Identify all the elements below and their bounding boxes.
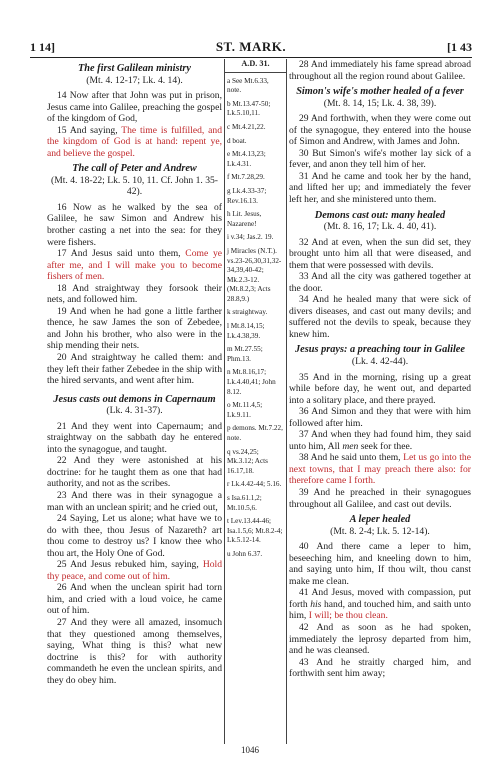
column-divider-left: [224, 59, 225, 744]
verse-41: 41 And Jesus, moved with compassion, put forth his hand, and touched him, and saith unto him, I will; be thou clean.: [289, 587, 471, 622]
cross-reference-note: m Mt.27.55; Phm.13.: [227, 345, 263, 363]
verse-24: 24 Saying, Let us alone; what have we to do with thee, thou Jesus of Nazareth? art thou come to destroy us? I know thee who thou art, the Holy One of God.: [47, 513, 222, 559]
verse-30: 30 But Simon's wife's mother lay sick of a fever, and anon they tell him of her.: [289, 147, 471, 171]
section-reference: (Lk. 4. 31-37).: [106, 405, 163, 417]
cross-reference-note: j Miracles (N.T.). vs.23-26,30,31,32-34,39,40-42; Mk.2.3-12. (Mt.8.2,3; Acts 28.8,9.): [227, 246, 282, 303]
cross-reference-note: l Mt.8.14,15; Lk.4.38,39.: [227, 322, 265, 340]
verse-28: 28 And immediately his fame spread abroad throughout all the region round about Galilee.: [289, 59, 471, 82]
section-title: The call of Peter and Andrew: [72, 163, 197, 175]
verse-42: 42 And as soon as he had spoken, immediately the leprosy departed from him, and he was cleansed.: [289, 621, 471, 657]
verse-18: 18 And straightway they forsook their nets, and followed him.: [47, 282, 222, 306]
cross-reference-note: r Lk.4.42-44; 5.16.: [227, 480, 282, 489]
verse-33: 33 And all the city was gathered together at the door.: [289, 271, 471, 294]
section-title: A leper healed: [349, 514, 411, 526]
verse-36: 36 And Simon and they that were with him followed after him.: [289, 406, 471, 429]
cross-reference-note: d boat.: [227, 136, 247, 145]
section-title: Jesus prays: a preaching tour in Galilee: [295, 344, 465, 356]
red-letter-text: Come ye after me, and I will make you to become fishers of men.: [47, 248, 222, 283]
verse-22: 22 And they were astonished at his doctrine: for he taught them as one that had authority, and not as the scribes.: [47, 455, 222, 490]
verse-20: 20 And straightway he called them: and they left their father Zebedee in the ship with the hired servants, and went after him.: [47, 352, 222, 387]
section-title: Demons cast out: many healed: [314, 209, 446, 221]
header-chapter-left: 1 14]: [30, 40, 55, 54]
cross-reference-note: f Mt.7.28,29.: [227, 173, 265, 182]
section-reference: (Lk. 4. 42-44).: [351, 355, 409, 367]
verse-14: 14 Now after that John was put in prison, Jesus came into Galilee, preaching the gospel of the kingdom of God,: [47, 90, 222, 125]
verse-25: 25 And Jesus rebuked him, saying, Hold thy peace, and come out of him.: [47, 559, 222, 582]
cross-reference-note: b Mt.13.47-50; Lk.5.10,11.: [227, 99, 271, 118]
section-reference: (Mt. 8. 2-4; Lk. 5. 12-14).: [330, 525, 430, 537]
header-book-title: ST. MARK.: [215, 39, 287, 54]
verse-39: 39 And he preached in their synagogues throughout all Galilee, and cast out devils.: [289, 487, 471, 510]
cross-reference-notes: [227, 77, 284, 560]
cross-reference-note: h Lit. Jesus, Nazarene!: [227, 210, 262, 228]
verse-40: 40 And there came a leper to him, beseeching him, and kneeling down to him, and saying unto him, If thou wilt, thou canst make me clean.: [289, 541, 471, 587]
verse-15: 15 And saying, The time is fulfilled, and the kingdom of God is at hand: repent ye, and believe the gospel.: [47, 124, 222, 159]
verse-32: 32 And at even, when the sun did set, they brought unto him all that were diseased, and them that were possessed with devils.: [289, 236, 471, 271]
reference-column: [227, 59, 284, 564]
section-title: Simon's wife's mother healed of a fever: [296, 86, 464, 98]
verse-17: 17 And Jesus said unto them, Come ye after me, and I will make you to become fishers of men.: [47, 248, 222, 283]
section-title: The first Galilean ministry: [78, 63, 191, 74]
verse-27: 27 And they were all amazed, insomuch that they questioned among themselves, saying, What thing is this? what new doctrine is this? for with authority commandeth he even the unclean spirits, and they do obey him.: [47, 617, 222, 686]
red-letter-text: The time is fulfilled, and the kingdom of God is at hand: repent ye, and believe the gospel.: [47, 124, 222, 159]
verse-35: 35 And in the morning, rising up a great while before day, he went out, and departed into a solitary place, and there prayed.: [289, 371, 471, 406]
cross-reference-note: t Lev.13.44-46; Isa.1.5,6; Mt.8.2-4; Lk.5.12-14.: [227, 517, 283, 545]
verse-34: 34 And he healed many that were sick of divers diseases, and cast out many devils; and suffered not the devils to speak, because they knew him.: [289, 294, 471, 340]
cross-reference-note: a See Mt.6.33, note.: [227, 76, 269, 95]
verse-43: 43 And he straitly charged him, and forthwith sent him away;: [289, 656, 471, 680]
verse-19: 19 And when he had gone a little farther thence, he saw James the son of Zebedee, and John his brother, who also were in the ship mending their nets.: [47, 305, 222, 352]
year-label: A.D. 31.: [241, 59, 270, 68]
verse-31: 31 And he came and took her by the hand, and lifted her up; and immediately the fever left her, and she ministered unto them.: [289, 170, 471, 205]
verse-16: 16 Now as he walked by the sea of Galilee, he saw Simon and Andrew his brother casting a net into the sea: for they were fishers.: [47, 201, 222, 248]
verse-38: 38 And he said unto them, Let us go into the next towns, that I may preach there also: for therefore came I forth.: [289, 452, 471, 487]
section-reference: (Mt. 8. 14, 15; Lk. 4. 38, 39).: [323, 97, 437, 109]
red-letter-text: Let us go into the next towns, that I may preach there also: for therefore came I forth.: [289, 452, 471, 487]
cross-reference-note: u John 6.37.: [227, 549, 263, 558]
page-number: 1046: [241, 745, 259, 755]
left-column: [47, 59, 222, 686]
cross-reference-note: o Mt.11.4,5; Lk.9.11.: [227, 401, 263, 419]
cross-reference-note: q vs.24,25; Mk.3.12; Acts 16.17,18.: [227, 447, 268, 475]
cross-reference-note: e Mt.4.13,23; Lk.4.31.: [227, 150, 266, 168]
page-header: [30, 40, 472, 56]
red-letter-text: I will; be thou clean.: [308, 610, 388, 622]
verse-29: 29 And forthwith, when they were come out of the synagogue, they entered into the house of Simon and Andrew, with James and John.: [289, 113, 471, 148]
cross-reference-note: g Lk.4.33-37; Rev.16.13.: [227, 186, 267, 205]
right-column: [289, 59, 471, 680]
header-chapter-right: [1 43: [447, 40, 472, 54]
red-letter-text: Hold thy peace, and come out of him.: [47, 559, 222, 582]
section-reference: (Mt. 8. 16, 17; Lk. 4. 40, 41).: [323, 221, 437, 233]
verse-37: 37 And when they had found him, they said unto him, All men seek for thee.: [289, 429, 471, 452]
cross-reference-note: c Mt.4.21,22.: [227, 122, 266, 131]
verse-26: 26 And when the unclean spirit had torn him, and cried with a loud voice, he came out of him.: [47, 582, 222, 617]
cross-reference-note: s Isa.61.1,2; Mt.10.5,6.: [227, 493, 262, 512]
cross-reference-note: n Mt.8.16,17; Lk.4.40,41; John 8.12.: [227, 368, 276, 396]
verse-21: 21 And they went into Capernaum; and straightway on the sabbath day he entered into the synagogue, and taught.: [47, 420, 222, 455]
section-title: Jesus casts out demons in Capernaum: [53, 393, 216, 405]
cross-reference-note: p demons. Mt.7.22, note.: [227, 424, 283, 442]
section-reference: (Mt. 4. 18-22; Lk. 5. 10, 11. Cf. John 1. 35-42).: [51, 174, 218, 198]
cross-reference-note: k straightway.: [227, 308, 268, 317]
verse-23: 23 And there was in their synagogue a man with an unclean spirit; and he cried out,: [47, 490, 222, 513]
header-rule: [30, 57, 472, 58]
cross-reference-note: i v.34; Jas.2. 19.: [227, 233, 274, 242]
year-rule: [224, 72, 287, 73]
column-divider-right: [286, 59, 287, 744]
section-reference: (Mt. 4. 12-17; Lk. 4. 14).: [86, 74, 183, 86]
